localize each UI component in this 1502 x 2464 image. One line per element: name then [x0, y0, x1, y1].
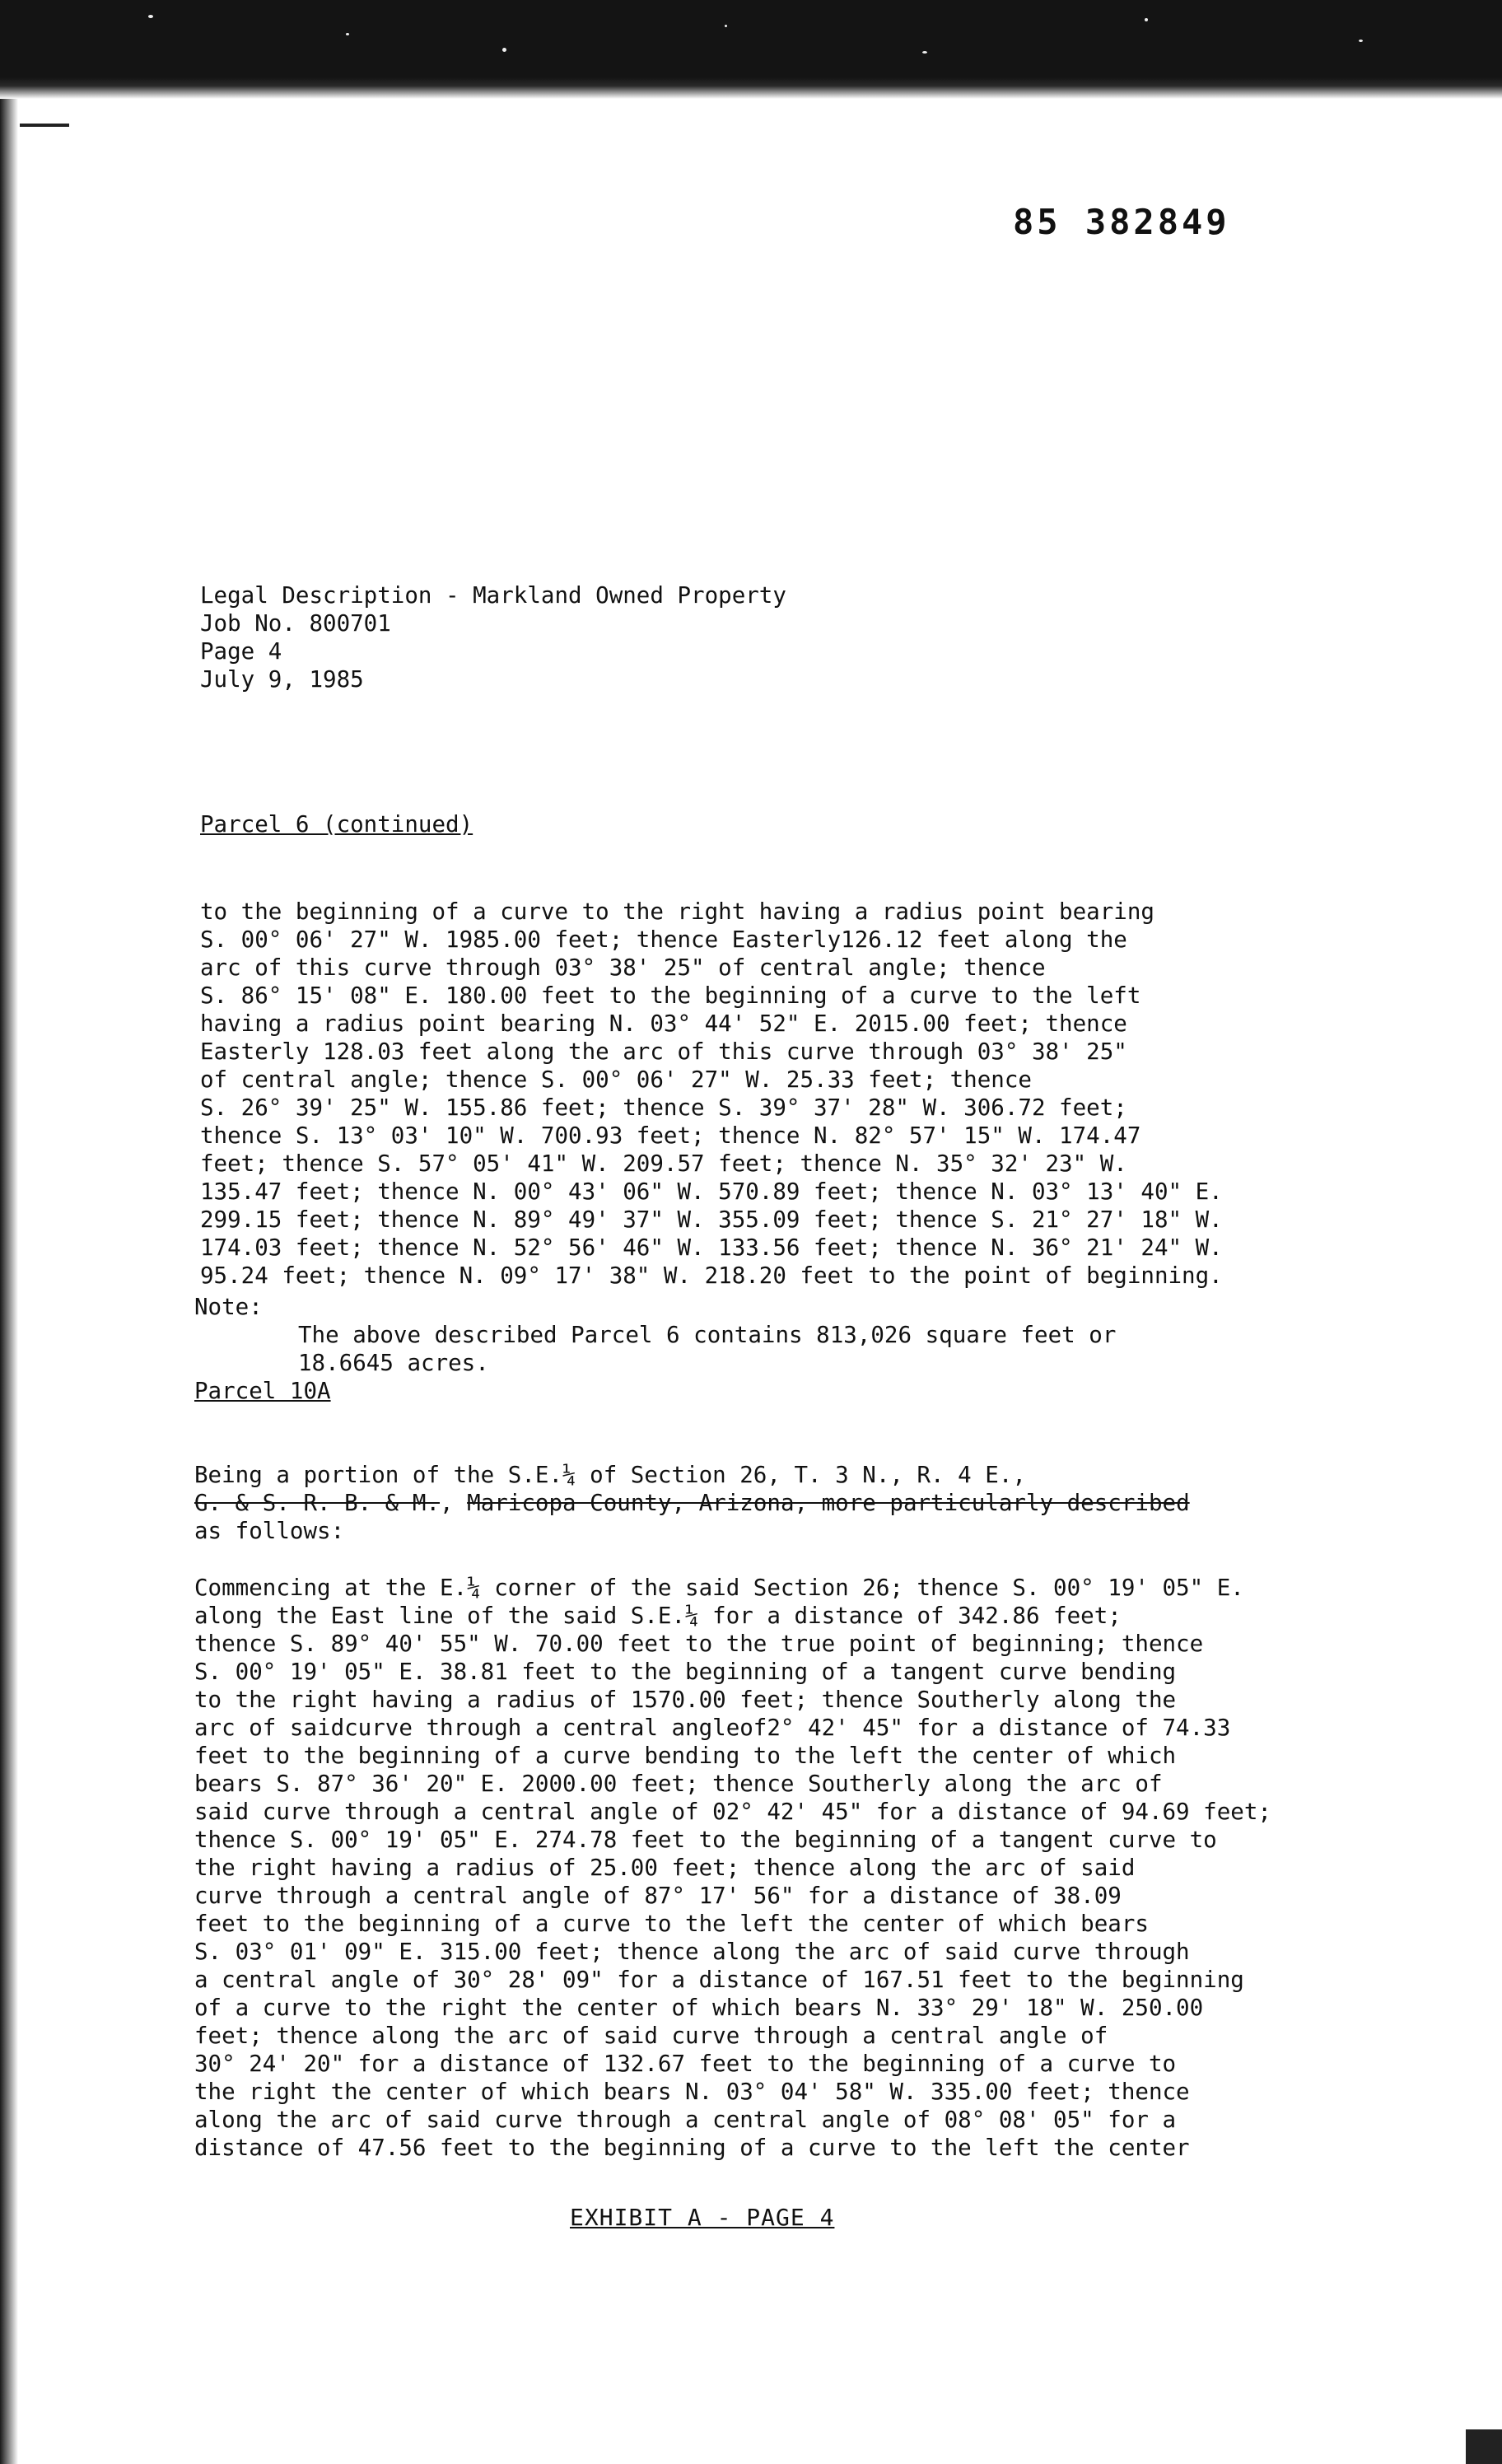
text-line: 299.15 feet; thence N. 89° 49' 37" W. 355.09 feet; thence S. 21° 27' 18" W.	[200, 1206, 1223, 1233]
scan-mark	[1466, 2429, 1502, 2464]
text-line: arc of saidcurve through a central angleof2° 42' 45" for a distance of 74.33	[194, 1715, 1231, 1741]
text-line: feet; thence along the arc of said curve through a central angle of	[194, 2023, 1108, 2049]
text-line: 30° 24' 20" for a distance of 132.67 feet to the beginning of a curve to	[194, 2051, 1177, 2077]
parcel10a-heading: Parcel 10A	[194, 1378, 331, 1404]
parcel6-heading: Parcel 6 (continued)	[200, 811, 473, 838]
text-line: a central angle of 30° 28' 09" for a distance of 167.51 feet to the beginning	[194, 1967, 1244, 1993]
text-line: S. 03° 01' 09" E. 315.00 feet; thence along the arc of said curve through	[194, 1939, 1190, 1965]
text-line: thence S. 89° 40' 55" W. 70.00 feet to the true point of beginning; thence	[194, 1631, 1204, 1657]
header-line: Job No. 800701	[200, 610, 391, 637]
text-line: to the beginning of a curve to the right having a radius point bearing	[200, 898, 1154, 925]
struck-text: Maricopa County, Arizona, more particularly described	[467, 1490, 1190, 1516]
header-line: Page 4	[200, 638, 282, 665]
text-line: to the right having a radius of 1570.00 feet; thence Southerly along the	[194, 1687, 1177, 1713]
text-line: S. 26° 39' 25" W. 155.86 feet; thence S. 39° 37' 28" W. 306.72 feet;	[200, 1094, 1127, 1121]
text-line: 135.47 feet; thence N. 00° 43' 06" W. 570.89 feet; thence N. 03° 13' 40" E.	[200, 1178, 1223, 1205]
text-line: the right the center of which bears N. 03° 04' 58" W. 335.00 feet; thence	[194, 2079, 1190, 2105]
text-line: S. 00° 06' 27" W. 1985.00 feet; thence Easterly126.12 feet along the	[200, 926, 1127, 953]
parcel10a-intro	[194, 1433, 1190, 1545]
note-line: 18.6645 acres.	[298, 1350, 489, 1376]
text-line: along the East line of the said S.E.¼ for a distance of 342.86 feet;	[194, 1603, 1122, 1629]
text-line: S. 86° 15' 08" E. 180.00 feet to the beginning of a curve to the left	[200, 982, 1141, 1009]
scan-mark	[20, 124, 69, 127]
text-line: arc of this curve through 03° 38' 25" of central angle; thence	[200, 954, 1046, 981]
document-number: 85 382849	[1013, 202, 1230, 242]
text-line: said curve through a central angle of 02° 42' 45" for a distance of 94.69 feet;	[194, 1799, 1271, 1825]
text-line: G. & S. R. B. & M., Maricopa County, Arizona, more particularly described	[194, 1490, 1190, 1516]
text-line: thence S. 00° 19' 05" E. 274.78 feet to the beginning of a tangent curve to	[194, 1827, 1217, 1853]
text-line: Commencing at the E.¼ corner of the said Section 26; thence S. 00° 19' 05" E.	[194, 1575, 1244, 1601]
text-line: 95.24 feet; thence N. 09° 17' 38" W. 218.20 feet to the point of beginning.	[200, 1262, 1223, 1289]
text-line: as follows:	[194, 1518, 345, 1544]
parcel6-description	[200, 870, 1223, 1290]
text-line: having a radius point bearing N. 03° 44' 52" E. 2015.00 feet; thence	[200, 1010, 1127, 1037]
parcel10a-description	[194, 1546, 1271, 2162]
text-line: S. 00° 19' 05" E. 38.81 feet to the beginning of a tangent curve bending	[194, 1659, 1177, 1685]
note-text	[298, 1293, 1116, 1377]
note-line: The above described Parcel 6 contains 813,026 square feet or	[298, 1322, 1117, 1348]
text-line: Easterly 128.03 feet along the arc of this curve through 03° 38' 25"	[200, 1038, 1127, 1065]
document-header	[200, 553, 786, 693]
header-line: Legal Description - Markland Owned Property	[200, 582, 786, 609]
note-label: Note:	[194, 1294, 263, 1320]
text-line: curve through a central angle of 87° 17' 56" for a distance of 38.09	[194, 1883, 1122, 1909]
text-line: along the arc of said curve through a central angle of 08° 08' 05" for a	[194, 2107, 1177, 2133]
text-line: 174.03 feet; thence N. 52° 56' 46" W. 133.56 feet; thence N. 36° 21' 24" W.	[200, 1234, 1223, 1261]
text-line: of a curve to the right the center of which bears N. 33° 29' 18" W. 250.00	[194, 1995, 1204, 2021]
scan-border-top	[0, 0, 1502, 99]
text-line: Being a portion of the S.E.¼ of Section 26, T. 3 N., R. 4 E.,	[194, 1462, 1026, 1488]
text-line: feet to the beginning of a curve to the left the center of which bears	[194, 1911, 1149, 1937]
struck-text: G. & S. R. B. & M.	[194, 1490, 441, 1516]
text-line: feet to the beginning of a curve bending to the left the center of which	[194, 1743, 1177, 1769]
text-line: thence S. 13° 03' 10" W. 700.93 feet; thence N. 82° 57' 15" W. 174.47	[200, 1122, 1141, 1149]
text-line: distance of 47.56 feet to the beginning of a curve to the left the center	[194, 2135, 1190, 2161]
text-line: bears S. 87° 36' 20" E. 2000.00 feet; thence Southerly along the arc of	[194, 1771, 1163, 1797]
exhibit-footer: EXHIBIT A - PAGE 4	[570, 2204, 835, 2231]
header-line: July 9, 1985	[200, 666, 364, 693]
text-line: feet; thence S. 57° 05' 41" W. 209.57 feet; thence N. 35° 32' 23" W.	[200, 1150, 1127, 1177]
text-line: the right having a radius of 25.00 feet; thence along the arc of said	[194, 1855, 1136, 1881]
scan-border-left	[0, 99, 18, 2464]
text-line: of central angle; thence S. 00° 06' 27" W. 25.33 feet; thence	[200, 1066, 1032, 1093]
